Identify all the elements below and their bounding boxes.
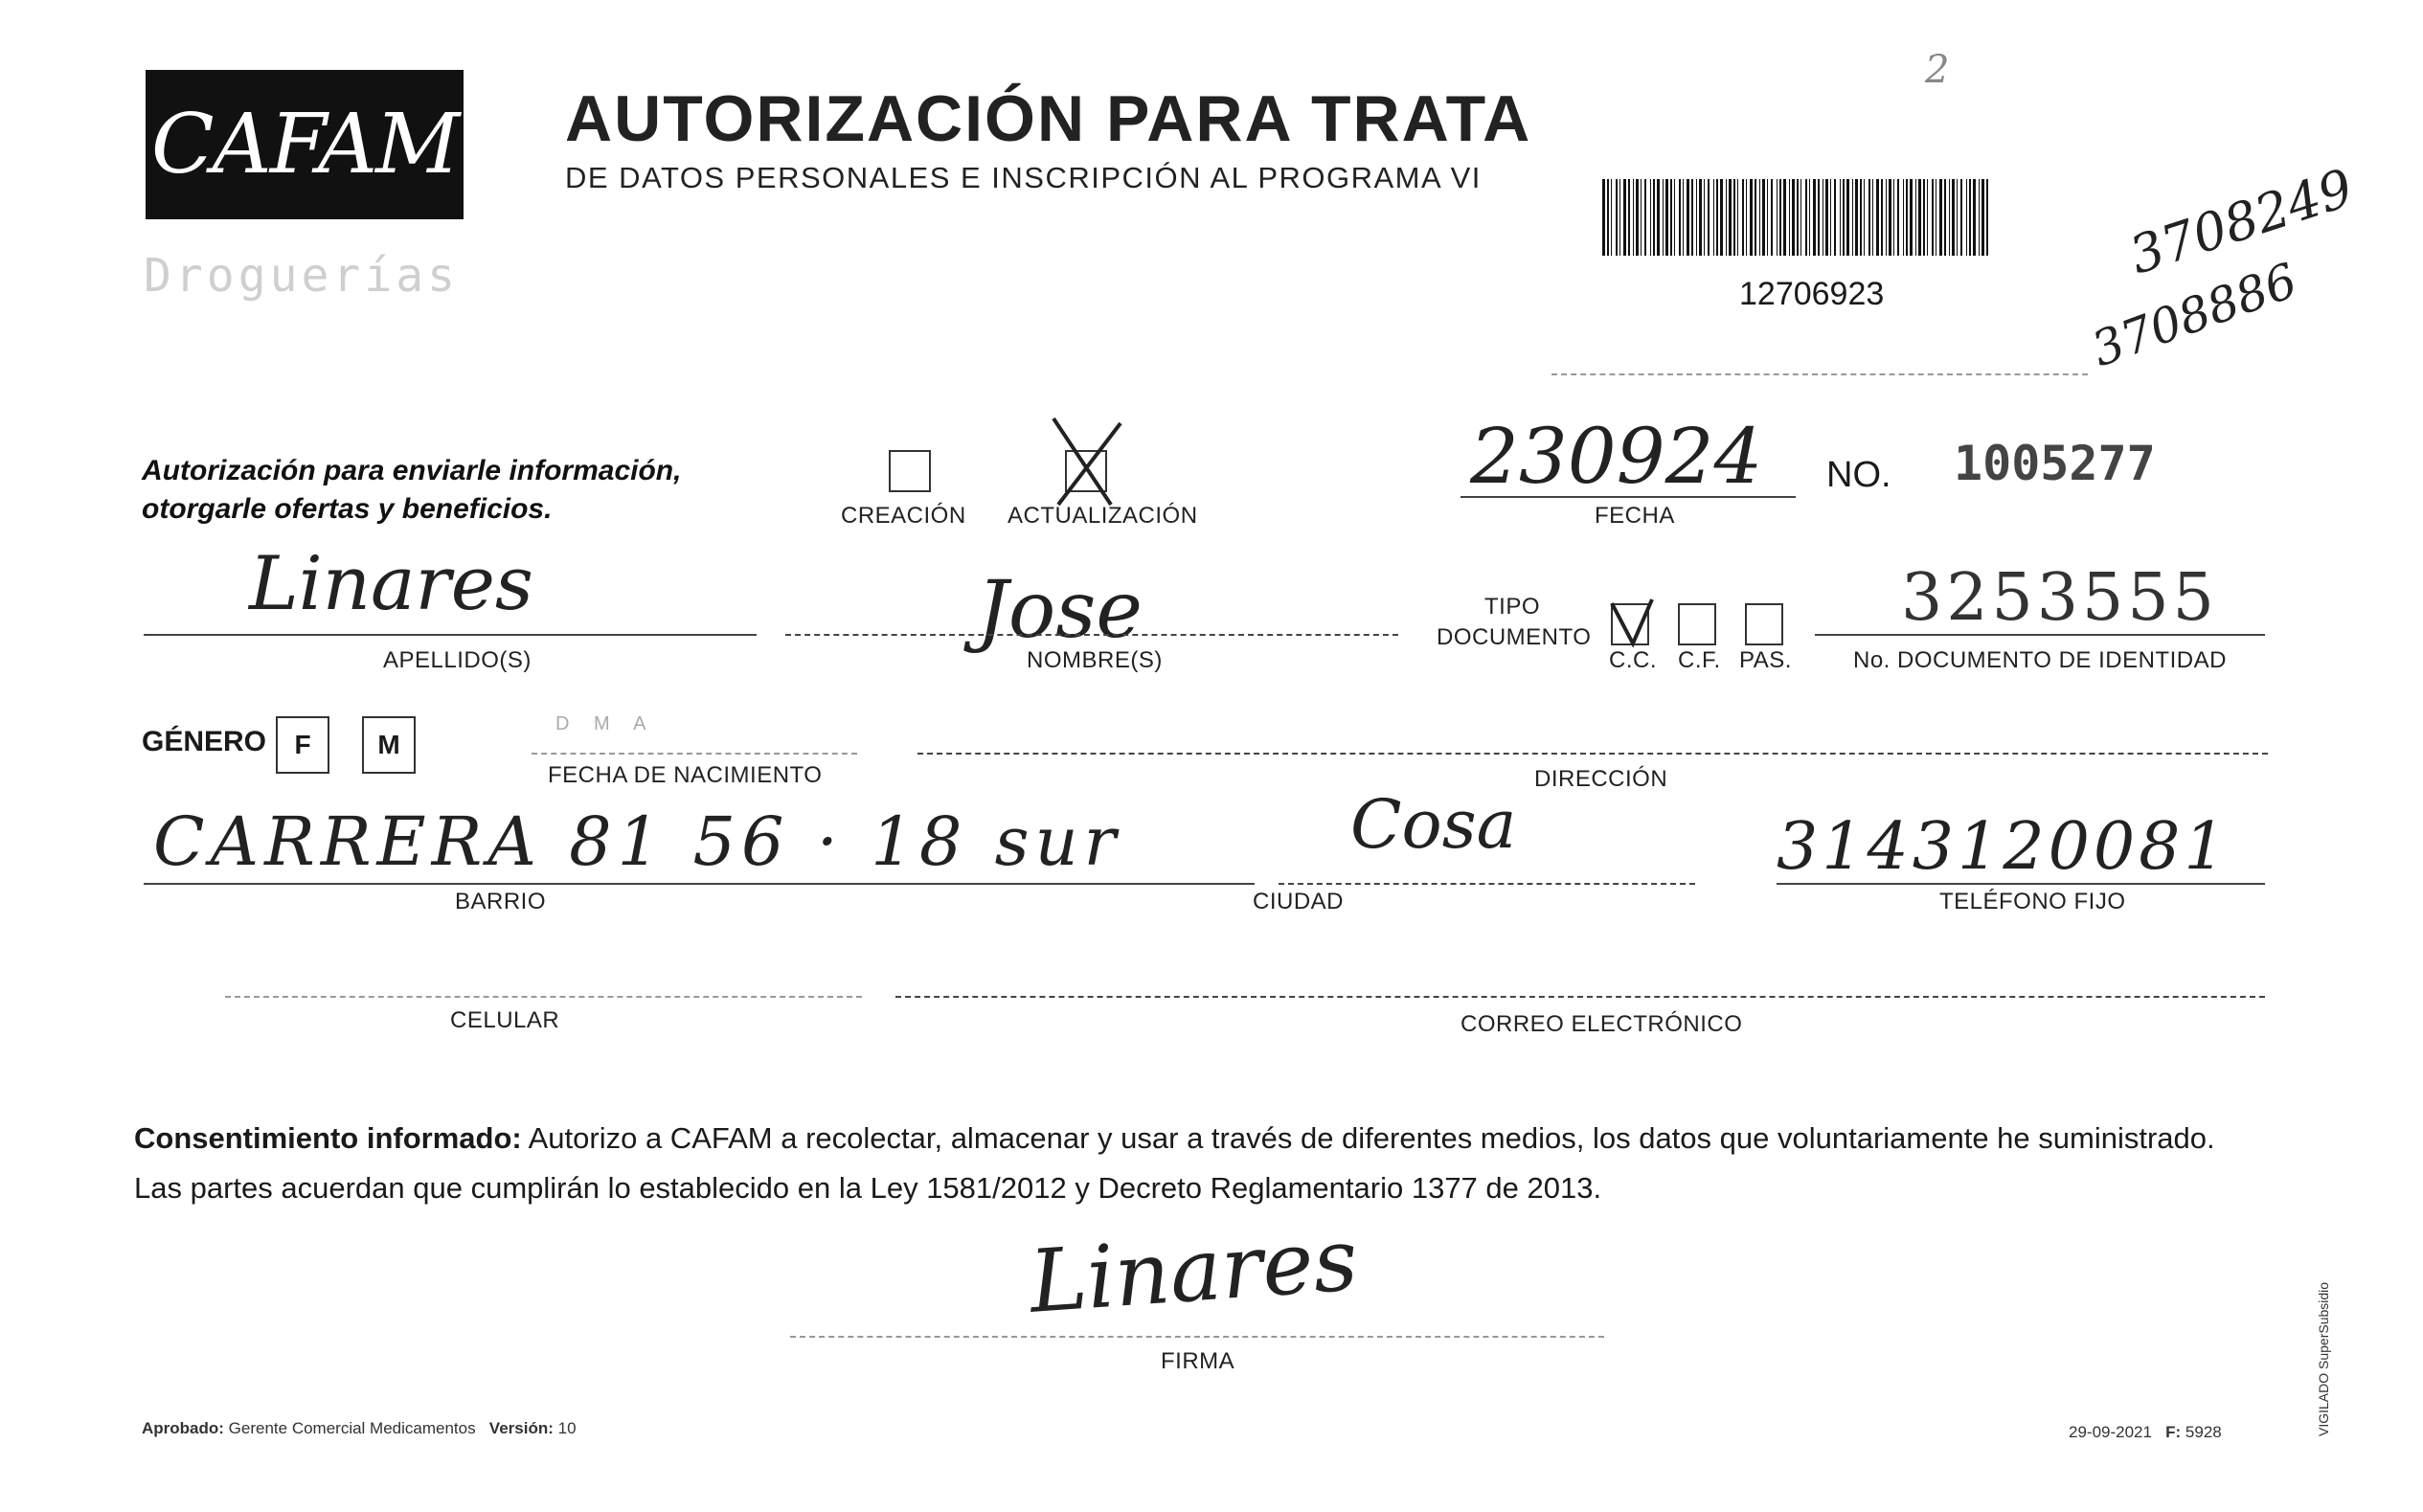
direccion-value: CARRERA 81 56 · 18 sur: [153, 802, 1122, 881]
signature-line: [790, 1336, 1604, 1338]
no-value: 1005277: [1954, 436, 2156, 491]
apellidos-label: APELLIDO(S): [383, 647, 532, 673]
barcode-bar: [1818, 179, 1820, 256]
documento-line: [1815, 634, 2265, 636]
documento-value: 3253555: [1901, 560, 2218, 636]
telefono-label: TELÉFONO FIJO: [1939, 889, 2126, 914]
doc-type-pas-label: PAS.: [1739, 647, 1792, 673]
barcode-bar: [1726, 179, 1727, 256]
barcode-bar: [1663, 179, 1664, 256]
genero-f-box[interactable]: [276, 716, 329, 774]
aprobado-label: Aprobado:: [142, 1419, 224, 1437]
barcode-bar: [1952, 179, 1955, 256]
barcode-bar: [1846, 179, 1849, 256]
barcode-bar: [1779, 179, 1781, 256]
barcode-bar: [1783, 179, 1786, 256]
consent-paragraph: [134, 1114, 2279, 1213]
authorization-heading-1: Autorización para enviarle información,: [142, 455, 682, 486]
barcode-bar: [1762, 179, 1765, 256]
barcode-bar: [1742, 179, 1744, 256]
barcode-bar: [1674, 179, 1675, 256]
doc-type-cc-check-mark: [1604, 594, 1662, 651]
barcode-bar: [1986, 179, 1988, 256]
barcode-bar: [1897, 179, 1899, 256]
barcode-bar: [1889, 179, 1891, 256]
barcode-bar: [1932, 179, 1934, 256]
barcode-bar: [1704, 179, 1705, 256]
barcode-bar: [1746, 179, 1747, 256]
barcode-bar: [1805, 179, 1807, 256]
celular-line: [225, 996, 862, 998]
barcode-bar: [1602, 179, 1605, 256]
fecha-nacimiento-line: [532, 753, 857, 755]
footer-date-code: [2069, 1423, 2222, 1442]
barcode-bar: [1729, 179, 1732, 256]
doc-type-cf-checkbox[interactable]: [1678, 603, 1716, 645]
version-value: 10: [557, 1419, 577, 1437]
barcode-bar: [1759, 179, 1760, 256]
genero-m-label: M: [377, 730, 400, 759]
barcode-bar: [1789, 179, 1790, 256]
barcode-bar: [1696, 179, 1697, 256]
margin-note-1: 3708249: [2122, 157, 2361, 286]
doc-type-cf-label: C.F.: [1678, 647, 1721, 673]
header-divider: [1551, 373, 2088, 375]
barcode-bar: [1720, 179, 1723, 256]
footer-date: 29-09-2021: [2069, 1423, 2152, 1441]
barcode-number: 12706923: [1739, 276, 1885, 312]
signature-label: FIRMA: [1161, 1348, 1235, 1374]
barcode-bar: [1903, 179, 1904, 256]
apellidos-line: [144, 634, 757, 636]
fecha-line: [1461, 496, 1796, 498]
barcode-bar: [1623, 179, 1626, 256]
barcode-bar: [1767, 179, 1768, 256]
barcode-bar: [1653, 179, 1655, 256]
barcode-bar: [1636, 179, 1639, 256]
barcode-bar: [1957, 179, 1958, 256]
barcode-bar: [1979, 179, 1980, 256]
consent-text-1: Autorizo a CAFAM a recolectar, almacenar y usar a través de diferentes medios, los datos que voluntariamente he suministrado.: [521, 1121, 2215, 1155]
barcode-bar: [1969, 179, 1971, 256]
barcode-bar: [1910, 179, 1913, 256]
barcode-bar: [1611, 179, 1612, 256]
direccion-line: [917, 753, 2268, 755]
logo-text: CAFAM: [150, 97, 459, 192]
nombres-line: [785, 634, 1398, 636]
barcode-bar: [1737, 179, 1738, 256]
barcode-bar: [1683, 179, 1684, 256]
barcode-bar: [1750, 179, 1753, 256]
genero-m-box[interactable]: [362, 716, 416, 774]
nombres-value: Jose: [977, 565, 1143, 656]
footer-f-label: F:: [2165, 1423, 2182, 1441]
fecha-value: 230924: [1470, 412, 1763, 501]
barcode-bar: [1949, 179, 1950, 256]
fecha-label: FECHA: [1595, 503, 1675, 529]
barcode-bar: [1886, 179, 1887, 256]
barcode-bar: [1797, 179, 1799, 256]
barcode-bar: [1633, 179, 1634, 256]
barcode-bar: [1973, 179, 1976, 256]
barcode: [1602, 179, 1993, 256]
barcode-bar: [1691, 179, 1693, 256]
barcode-bar: [1716, 179, 1718, 256]
barcode-bar: [1699, 179, 1702, 256]
consent-bold: Consentimiento informado:: [134, 1121, 522, 1155]
margin-note-2: 3708886: [2084, 252, 2304, 378]
barcode-bar: [1830, 179, 1831, 256]
barcode-bar: [1628, 179, 1630, 256]
no-label: NO.: [1826, 455, 1891, 495]
form-subtitle: DE DATOS PERSONALES E INSCRIPCIÓN AL PROGRAMA VI: [565, 161, 1482, 194]
barcode-bar: [1619, 179, 1620, 256]
barrio-line: [144, 883, 1255, 885]
telefono-value: 3143120081: [1777, 809, 2230, 885]
telefono-line: [1777, 883, 2265, 885]
barcode-bar: [1813, 179, 1816, 256]
tipo-label-2: DOCUMENTO: [1437, 624, 1592, 650]
barcode-bar: [1843, 179, 1845, 256]
genero-f-label: F: [294, 730, 311, 759]
barcode-bar: [1657, 179, 1660, 256]
barcode-bar: [1915, 179, 1916, 256]
barcode-bar: [1876, 179, 1879, 256]
barcode-bar: [1927, 179, 1928, 256]
authorization-heading-2: otorgarle ofertas y beneficios.: [142, 493, 553, 525]
consent-text-2: Las partes acuerdan que cumplirán lo establecido en la Ley 1581/2012 y Decreto Reglamentario 1377 de 2013.: [134, 1171, 1602, 1205]
footer-aprobado: [142, 1419, 577, 1438]
barcode-bar: [1679, 179, 1681, 256]
creacion-label: CREACIÓN: [841, 503, 966, 529]
barcode-bar: [1713, 179, 1714, 256]
barcode-bar: [1777, 179, 1778, 256]
tipo-label-1: TIPO: [1484, 594, 1541, 620]
documento-label: No. DOCUMENTO DE IDENTIDAD: [1853, 647, 2227, 673]
barrio-label: BARRIO: [455, 889, 547, 914]
fecha-nacimiento-hint: D M A: [555, 713, 656, 734]
barcode-bar: [1809, 179, 1810, 256]
correo-label: CORREO ELECTRÓNICO: [1461, 1011, 1743, 1037]
barcode-bar: [1825, 179, 1828, 256]
barcode-bar: [1852, 179, 1853, 256]
barcode-bar: [1792, 179, 1795, 256]
barcode-bar: [1641, 179, 1642, 256]
barcode-bar: [1855, 179, 1858, 256]
barcode-bar: [1607, 179, 1609, 256]
genero-label: GÉNERO: [142, 726, 267, 757]
barcode-bar: [1650, 179, 1651, 256]
barcode-bar: [1960, 179, 1962, 256]
barcode-bar: [1834, 179, 1836, 256]
barcode-bar: [1939, 179, 1942, 256]
barcode-bar: [1981, 179, 1984, 256]
barcode-bar: [1868, 179, 1870, 256]
barcode-bar: [1864, 179, 1865, 256]
cafam-logo: [146, 70, 464, 219]
barcode-bar: [1881, 179, 1883, 256]
barcode-bar: [1923, 179, 1925, 256]
ciudad-line: [1279, 883, 1695, 885]
apellidos-value: Linares: [249, 541, 533, 627]
celular-label: CELULAR: [450, 1007, 560, 1033]
barcode-bar: [1708, 179, 1710, 256]
aprobado-value: Gerente Comercial Medicamentos: [228, 1419, 476, 1437]
logo-subtext: Droguerías: [144, 249, 459, 303]
actualizacion-label: ACTUALIZACIÓN: [1008, 503, 1198, 529]
creacion-checkbox[interactable]: [889, 450, 931, 492]
barcode-bar: [1755, 179, 1756, 256]
ciudad-value: Cosa: [1350, 785, 1517, 864]
correo-line: [895, 996, 2265, 998]
footer-f-value: 5928: [2185, 1423, 2222, 1441]
barcode-bar: [1840, 179, 1841, 256]
form-title: AUTORIZACIÓN PARA TRATA: [565, 82, 1532, 155]
barcode-bar: [1944, 179, 1946, 256]
barcode-bar: [1616, 179, 1618, 256]
barcode-bar: [1918, 179, 1921, 256]
barcode-bar: [1893, 179, 1894, 256]
barcode-bar: [1771, 179, 1773, 256]
nombres-label: NOMBRE(S): [1027, 647, 1163, 673]
signature-value: Linares: [1026, 1209, 1361, 1333]
barcode-bar: [1670, 179, 1672, 256]
doc-type-cc-label: C.C.: [1609, 647, 1657, 673]
barcode-bar: [1800, 179, 1801, 256]
barcode-bar: [1872, 179, 1873, 256]
doc-type-pas-checkbox[interactable]: [1745, 603, 1783, 645]
actualizacion-check-mark: [1044, 414, 1130, 509]
barcode-bar: [1687, 179, 1689, 256]
barcode-bar: [1966, 179, 1967, 256]
barcode-bar: [1733, 179, 1735, 256]
ciudad-label: CIUDAD: [1253, 889, 1345, 914]
barcode-bar: [1860, 179, 1862, 256]
version-label: Versión:: [488, 1419, 554, 1437]
barcode-bar: [1644, 179, 1646, 256]
vigilado-vertical-text: VIGILADO SuperSubsidio: [2316, 1281, 2331, 1436]
fecha-nacimiento-label: FECHA DE NACIMIENTO: [548, 762, 823, 788]
barcode-bar: [1665, 179, 1668, 256]
margin-note-top: 2: [1925, 48, 1950, 92]
direccion-label: DIRECCIÓN: [1534, 766, 1668, 792]
barcode-bar: [1906, 179, 1908, 256]
